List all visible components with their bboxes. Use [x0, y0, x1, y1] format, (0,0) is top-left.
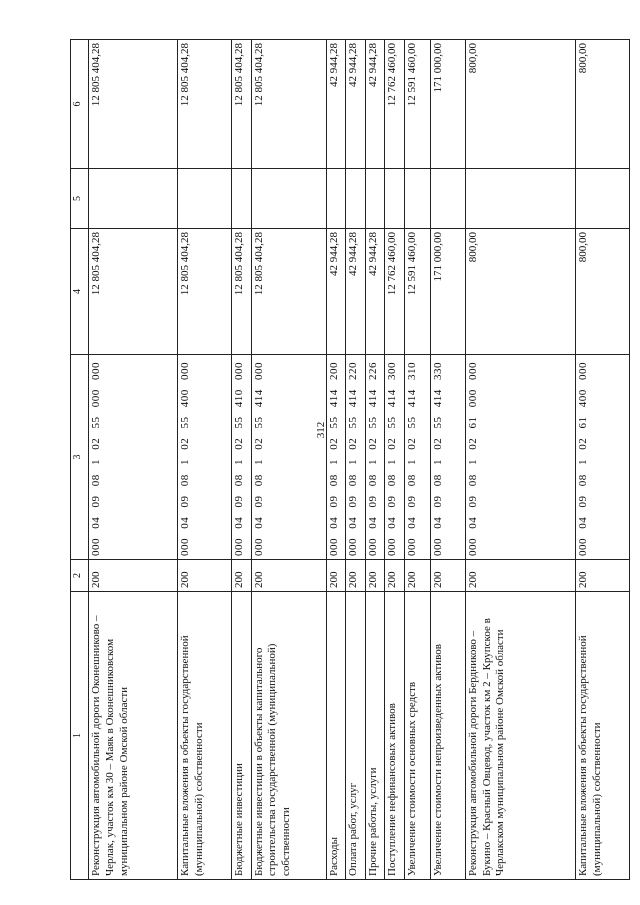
- row-name: Увеличение стоимости непроизведенных активов: [430, 592, 465, 880]
- row-name: Поступление нефинансовых активов: [385, 592, 405, 880]
- row-sum-col4: 42 944,28: [326, 229, 346, 355]
- row-sum-col5: [385, 169, 405, 229]
- row-sum-col4: 12 762 460,00: [385, 229, 405, 355]
- row-code: 200: [385, 560, 405, 592]
- table-row: [365, 40, 385, 880]
- row-name: Бюджетные инвестиции: [232, 592, 252, 880]
- row-sum-col5: [405, 169, 431, 229]
- row-sum-col6: 12 805 404,28: [89, 40, 178, 169]
- row-sum-col5: [178, 169, 232, 229]
- row-code: 200: [232, 560, 252, 592]
- row-classification-code: 000 04 09 08 1 02 55 414 226: [365, 355, 385, 560]
- row-classification-code: 000 04 09 08 1 02 55 000 000: [89, 355, 178, 560]
- row-name: Прочие работы, услуги: [365, 592, 385, 880]
- column-header-1: 1: [71, 592, 89, 880]
- table-header-row: [71, 40, 89, 880]
- row-name: Капитальные вложения в объекты государственной (муниципальной) собственности: [178, 592, 232, 880]
- table-row: [346, 40, 366, 880]
- column-header-6: 6: [71, 40, 89, 169]
- row-sum-col5: [251, 169, 326, 229]
- row-name: Реконструкция автомобильной дороги Оконешниково – Черлак, участок км 30 – Маяк в Оконешниковском муниципальном районе Омской области: [89, 592, 178, 880]
- column-header-5: 5: [71, 169, 89, 229]
- table-row: [251, 40, 326, 880]
- row-sum-col4: 12 805 404,28: [232, 229, 252, 355]
- row-sum-col4: 42 944,28: [365, 229, 385, 355]
- row-classification-code: 000 04 09 08 1 02 55 410 000: [232, 355, 252, 560]
- row-name: Бюджетные инвестиции в объекты капитального строительства государственной (муниципальной) собственности: [251, 592, 326, 880]
- row-name: Расходы: [326, 592, 346, 880]
- row-sum-col6: 800,00: [576, 40, 630, 169]
- rotated-table-sheet: [70, 40, 630, 880]
- row-sum-col4: 800,00: [465, 229, 575, 355]
- row-code: 200: [430, 560, 465, 592]
- table-row: [178, 40, 232, 880]
- row-sum-col5: [430, 169, 465, 229]
- page-number: 312: [315, 421, 327, 439]
- row-code: 200: [465, 560, 575, 592]
- row-sum-col6: 42 944,28: [365, 40, 385, 169]
- row-classification-code: 000 04 09 08 1 02 55 414 200: [326, 355, 346, 560]
- row-classification-code: 000 04 09 08 1 02 55 400 000: [178, 355, 232, 560]
- row-sum-col6: 42 944,28: [326, 40, 346, 169]
- row-sum-col4: 12 591 460,00: [405, 229, 431, 355]
- row-name: Увеличение стоимости основных средств: [405, 592, 431, 880]
- row-classification-code: 000 04 09 08 1 02 61 000 000: [465, 355, 575, 560]
- row-sum-col6: 12 762 460,00: [385, 40, 405, 169]
- row-sum-col5: [365, 169, 385, 229]
- row-sum-col4: 42 944,28: [346, 229, 366, 355]
- row-code: 200: [346, 560, 366, 592]
- row-code: 200: [405, 560, 431, 592]
- row-classification-code: 000 04 09 08 1 02 55 414 220: [346, 355, 366, 560]
- row-sum-col5: [346, 169, 366, 229]
- table-row: [326, 40, 346, 880]
- row-sum-col6: 12 805 404,28: [178, 40, 232, 169]
- row-sum-col4: 12 805 404,28: [251, 229, 326, 355]
- table-row: [576, 40, 630, 880]
- row-classification-code: 000 04 09 08 1 02 55 414 330: [430, 355, 465, 560]
- row-sum-col4: 171 000,00: [430, 229, 465, 355]
- row-classification-code: 000 04 09 08 1 02 55 414 310: [405, 355, 431, 560]
- row-classification-code: 000 04 09 08 1 02 55 414 000: [251, 355, 326, 560]
- row-code: 200: [89, 560, 178, 592]
- row-sum-col4: 12 805 404,28: [89, 229, 178, 355]
- row-sum-col5: [232, 169, 252, 229]
- row-sum-col4: 12 805 404,28: [178, 229, 232, 355]
- table-row: [405, 40, 431, 880]
- column-header-2: 2: [71, 560, 89, 592]
- row-name: Капитальные вложения в объекты государственной (муниципальной) собственности: [576, 592, 630, 880]
- row-code: 200: [576, 560, 630, 592]
- column-header-4: 4: [71, 229, 89, 355]
- row-classification-code: 000 04 09 08 1 02 61 400 000: [576, 355, 630, 560]
- row-code: 200: [178, 560, 232, 592]
- row-sum-col5: [89, 169, 178, 229]
- row-sum-col6: 171 000,00: [430, 40, 465, 169]
- table-row: [385, 40, 405, 880]
- row-name: Реконструкция автомобильной дороги Бердниково – Букино – Красный Овцевод, участок км 2 – Крупское в Черлакском муниципальном районе Омской области: [465, 592, 575, 880]
- row-sum-col4: 800,00: [576, 229, 630, 355]
- column-header-3: 3: [71, 355, 89, 560]
- row-code: 200: [365, 560, 385, 592]
- row-sum-col6: 12 805 404,28: [251, 40, 326, 169]
- row-sum-col5: [465, 169, 575, 229]
- row-sum-col6: 12 591 460,00: [405, 40, 431, 169]
- table-row: [232, 40, 252, 880]
- row-sum-col6: 800,00: [465, 40, 575, 169]
- row-sum-col5: [576, 169, 630, 229]
- row-code: 200: [251, 560, 326, 592]
- table-row: [465, 40, 575, 880]
- budget-table: [70, 39, 630, 880]
- row-classification-code: 000 04 09 08 1 02 55 414 300: [385, 355, 405, 560]
- table-row: [430, 40, 465, 880]
- table-row: [89, 40, 178, 880]
- row-sum-col6: 12 805 404,28: [232, 40, 252, 169]
- row-sum-col5: [326, 169, 346, 229]
- row-code: 200: [326, 560, 346, 592]
- row-sum-col6: 42 944,28: [346, 40, 366, 169]
- row-name: Оплата работ, услуг: [346, 592, 366, 880]
